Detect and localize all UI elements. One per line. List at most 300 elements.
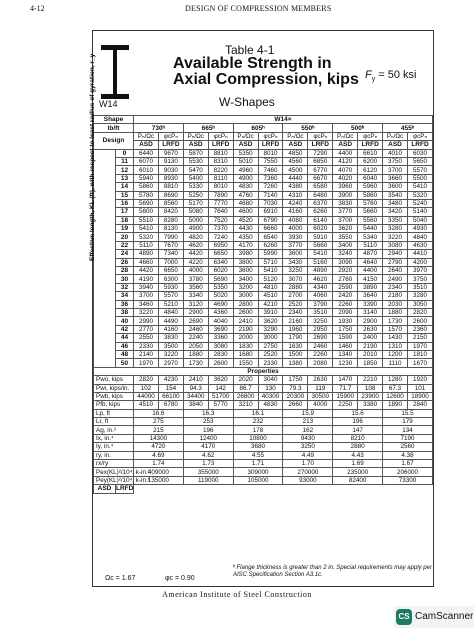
strength-value: 5330 — [183, 183, 208, 191]
strength-value: 1970 — [134, 359, 159, 367]
strength-value: 4870 — [358, 250, 383, 258]
strength-value: 5340 — [358, 233, 383, 241]
design-label: Design — [94, 132, 134, 149]
phi-factor: φc = 0.90 — [165, 575, 195, 582]
strength-value: 6120 — [358, 166, 383, 174]
strength-value: 4430 — [233, 225, 258, 233]
property-value: 14300 — [134, 434, 184, 442]
strength-value: 3350 — [383, 216, 408, 224]
kl-value: 42 — [116, 325, 134, 333]
property-value: 1890 — [383, 401, 408, 409]
property-value: 108 — [358, 384, 383, 392]
strength-value: 6850 — [308, 157, 333, 165]
strength-row — [94, 283, 433, 291]
property-value: 93000 — [283, 476, 333, 484]
strength-value: 6650 — [158, 267, 183, 275]
strength-value: 2820 — [407, 308, 432, 316]
camscanner-watermark — [394, 606, 474, 628]
property-value: 130 — [258, 384, 283, 392]
property-value: 355000 — [183, 468, 233, 476]
strength-value: 5320 — [134, 233, 159, 241]
kl-value: 22 — [116, 241, 134, 249]
strength-value: 3280 — [383, 225, 408, 233]
strength-value: 8220 — [208, 166, 233, 174]
strength-value: 8280 — [158, 216, 183, 224]
strength-value: 1200 — [383, 350, 408, 358]
property-row — [94, 426, 433, 434]
asd-header: ASD — [134, 141, 159, 149]
kl-value: 30 — [116, 275, 134, 283]
property-value: 232 — [233, 418, 283, 426]
strength-value: 5410 — [407, 183, 432, 191]
strength-value: 5870 — [183, 149, 208, 157]
strength-value: 3640 — [358, 292, 383, 300]
strength-value: 4310 — [283, 191, 308, 199]
property-value: 4.49 — [283, 451, 333, 459]
strength-value: 7000 — [158, 258, 183, 266]
kl-value: 46 — [116, 342, 134, 350]
strength-value: 2460 — [308, 342, 333, 350]
strength-value: 9030 — [158, 166, 183, 174]
property-value: 196 — [333, 418, 383, 426]
kl-value: 38 — [116, 308, 134, 316]
property-value: 1280 — [383, 376, 408, 384]
strength-value: 7030 — [258, 199, 283, 207]
kl-value: 26 — [116, 258, 134, 266]
property-value: 7190 — [383, 434, 433, 442]
strength-value: 7240 — [208, 233, 233, 241]
lrfd-method: LRFD — [116, 485, 134, 493]
property-label: Pex(KL)²/10⁴, k-in.² — [94, 468, 134, 476]
strength-value: 1790 — [283, 334, 308, 342]
property-value: 1.74 — [134, 460, 184, 468]
strength-value: 4850 — [283, 149, 308, 157]
strength-value: 4810 — [258, 283, 283, 291]
property-value: 18900 — [407, 392, 432, 400]
strength-value: 4630 — [407, 241, 432, 249]
strength-value: 7290 — [308, 149, 333, 157]
strength-value: 5570 — [407, 166, 432, 174]
property-label: Pwb, kips — [94, 392, 134, 400]
property-value: 3380 — [358, 401, 383, 409]
property-value: 2660 — [283, 401, 308, 409]
strength-value: 5040 — [407, 216, 432, 224]
strength-row — [94, 191, 433, 199]
strength-value: 4960 — [233, 166, 258, 174]
property-value: 1.73 — [183, 460, 233, 468]
strength-value: 3600 — [383, 183, 408, 191]
property-value: 2820 — [134, 376, 159, 384]
property-value: 1.71 — [233, 460, 283, 468]
strength-value: 4820 — [183, 233, 208, 241]
strength-value: 2190 — [233, 325, 258, 333]
strength-value: 4900 — [183, 225, 208, 233]
strength-value: 5660 — [308, 241, 333, 249]
strength-value: 1670 — [407, 359, 432, 367]
property-label: Pwo, kips — [94, 376, 134, 384]
strength-value: 6950 — [208, 241, 233, 249]
strength-value: 4350 — [233, 233, 258, 241]
strength-value: 1750 — [333, 325, 358, 333]
strength-value: 6790 — [258, 216, 283, 224]
strength-row — [94, 241, 433, 249]
strength-value: 8130 — [158, 225, 183, 233]
strength-value: 6370 — [308, 199, 333, 207]
strength-value: 4150 — [358, 275, 383, 283]
strength-value: 5350 — [208, 283, 233, 291]
strength-value: 4760 — [233, 191, 258, 199]
strength-value: 2900 — [183, 308, 208, 316]
strength-value: 6010 — [134, 166, 159, 174]
strength-row — [94, 157, 433, 165]
property-label: Pey(KL)²/10⁴, k-in.² — [94, 476, 134, 484]
strength-value: 3970 — [407, 267, 432, 275]
shape-row — [94, 116, 433, 124]
strength-value: 3000 — [258, 334, 283, 342]
kl-value: 34 — [116, 292, 134, 300]
kl-value: 16 — [116, 199, 134, 207]
strength-value: 4160 — [283, 208, 308, 216]
property-value: 4830 — [258, 401, 283, 409]
properties-header-row — [94, 367, 433, 375]
strength-value: 2750 — [258, 342, 283, 350]
weight-header: 730ʰ — [134, 124, 184, 132]
strength-value: 5690 — [134, 199, 159, 207]
strength-value: 5250 — [183, 191, 208, 199]
strength-value: 3510 — [407, 283, 432, 291]
strength-value: 5010 — [233, 157, 258, 165]
strength-value: 3290 — [258, 325, 283, 333]
property-value: 6780 — [158, 401, 183, 409]
table-subtitle: W-Shapes — [219, 95, 275, 109]
strength-value: 4500 — [283, 166, 308, 174]
strength-value: 2900 — [358, 317, 383, 325]
strength-value: 6340 — [208, 258, 233, 266]
property-value: 15.5 — [383, 409, 433, 417]
strength-value: 4220 — [183, 258, 208, 266]
strength-value: 2420 — [333, 292, 358, 300]
lrfd-symbol: φcPₙ — [407, 132, 432, 140]
strength-value: 6020 — [208, 267, 233, 275]
property-value: 4.62 — [183, 451, 233, 459]
strength-value: 3050 — [407, 300, 432, 308]
strength-value: 2360 — [407, 325, 432, 333]
weight-header: 550ʰ — [283, 124, 333, 132]
property-value: 30500 — [308, 392, 333, 400]
strength-value: 7260 — [258, 183, 283, 191]
strength-value: 5860 — [134, 183, 159, 191]
strength-value: 3220 — [134, 308, 159, 316]
strength-value: 2010 — [358, 350, 383, 358]
strength-value: 1570 — [383, 325, 408, 333]
property-value: 215 — [134, 426, 184, 434]
asd-header: ASD — [333, 141, 358, 149]
asd-method: ASD — [94, 485, 116, 493]
asd-symbol: Pₙ/Ωc — [183, 132, 208, 140]
strength-value: 4000 — [183, 267, 208, 275]
property-value: 178 — [233, 426, 283, 434]
strength-value: 7770 — [208, 199, 233, 207]
strength-value: 6300 — [158, 275, 183, 283]
property-value: 67.3 — [383, 384, 408, 392]
strength-value: 3250 — [308, 317, 333, 325]
strength-value: 7140 — [258, 191, 283, 199]
strength-value: 3620 — [258, 317, 283, 325]
weight-header: 500ʰ — [333, 124, 383, 132]
strength-value: 3400 — [333, 241, 358, 249]
property-value: 270000 — [283, 468, 333, 476]
property-value: 1920 — [407, 376, 432, 384]
property-value: 9430 — [283, 434, 333, 442]
strength-value: 2260 — [308, 350, 333, 358]
strength-row — [94, 342, 433, 350]
property-value: 4.43 — [333, 451, 383, 459]
strength-value: 6670 — [308, 174, 333, 182]
strength-value: 4840 — [407, 233, 432, 241]
strength-value: 4900 — [233, 174, 258, 182]
property-value: 82400 — [333, 476, 383, 484]
property-value: 3840 — [183, 401, 208, 409]
property-value: 2880 — [333, 443, 383, 451]
strength-row — [94, 359, 433, 367]
strength-value: 2520 — [283, 300, 308, 308]
property-value: 16.6 — [134, 409, 184, 417]
weight-row — [94, 124, 433, 132]
strength-value: 3070 — [283, 275, 308, 283]
strength-row — [94, 334, 433, 342]
property-value: 213 — [283, 418, 333, 426]
lrfd-header: LRFD — [407, 141, 432, 149]
strength-value: 7990 — [158, 233, 183, 241]
strength-value: 3390 — [358, 300, 383, 308]
camscanner-name: CamScanner — [415, 611, 474, 622]
blank-cell — [134, 485, 433, 493]
strength-value: 3220 — [158, 350, 183, 358]
property-value: 275 — [134, 418, 184, 426]
property-row — [94, 401, 433, 409]
strength-value: 3700 — [134, 292, 159, 300]
strength-value: 3460 — [134, 300, 159, 308]
property-value: 2560 — [383, 443, 433, 451]
kl-value: 20 — [116, 233, 134, 241]
strength-value: 6260 — [258, 241, 283, 249]
strength-value: 5470 — [183, 166, 208, 174]
property-label: Iy, in.⁴ — [94, 443, 134, 451]
strength-value: 5530 — [183, 157, 208, 165]
strength-value: 3770 — [283, 241, 308, 249]
strength-value: 1380 — [283, 359, 308, 367]
property-value: 5770 — [208, 401, 233, 409]
strength-value: 8420 — [158, 208, 183, 216]
strength-value: 3500 — [158, 342, 183, 350]
strength-value: 1230 — [333, 359, 358, 367]
strength-value: 5650 — [407, 157, 432, 165]
shape-name: W14× — [134, 116, 433, 124]
strength-value: 4600 — [233, 208, 258, 216]
property-value: 206000 — [383, 468, 433, 476]
strength-row — [94, 275, 433, 283]
strength-value: 3700 — [333, 216, 358, 224]
strength-value: 3220 — [383, 233, 408, 241]
lrfd-symbol: φcPₙ — [158, 132, 183, 140]
property-row — [94, 476, 433, 484]
strength-value: 1830 — [233, 342, 258, 350]
strength-value: 4160 — [158, 325, 183, 333]
kl-value: 48 — [116, 350, 134, 358]
strength-value: 2330 — [134, 342, 159, 350]
property-value: 4720 — [134, 443, 184, 451]
strength-value: 1960 — [283, 325, 308, 333]
strength-value: 2410 — [233, 317, 258, 325]
strength-value: 9670 — [158, 149, 183, 157]
strength-value: 2640 — [383, 267, 408, 275]
property-value: 86.7 — [233, 384, 258, 392]
strength-value: 1430 — [383, 334, 408, 342]
kl-value: 0 — [116, 149, 134, 157]
property-value: 4.69 — [134, 451, 184, 459]
property-label: Lr, ft — [94, 418, 134, 426]
w-shape-icon — [101, 45, 129, 99]
strength-value: 5210 — [158, 300, 183, 308]
strength-value: 3800 — [233, 258, 258, 266]
strength-value: 8810 — [208, 149, 233, 157]
strength-value: 1970 — [407, 342, 432, 350]
strength-value: 4000 — [283, 225, 308, 233]
strength-value: 2520 — [258, 350, 283, 358]
property-label: rx/ry — [94, 460, 134, 468]
kl-value: 19 — [116, 225, 134, 233]
property-value: 134 — [383, 426, 433, 434]
y-axis-label: Effective length, KL (ft), with respect to least radius of gyration, r_y — [89, 53, 96, 261]
strength-value: 1500 — [283, 350, 308, 358]
strength-value: 4400 — [358, 267, 383, 275]
property-value: 3620 — [208, 376, 233, 384]
strength-value: 1810 — [407, 350, 432, 358]
strength-value: 4490 — [158, 317, 183, 325]
strength-value: 1630 — [283, 342, 308, 350]
strength-value: 2180 — [383, 292, 408, 300]
property-value: 179 — [383, 418, 433, 426]
table-title: Available Strength in Axial Compression, kips — [173, 55, 359, 88]
strength-value: 4340 — [308, 283, 333, 291]
strength-value: 7550 — [258, 157, 283, 165]
strength-value: 6020 — [308, 225, 333, 233]
strength-value: 3280 — [407, 292, 432, 300]
property-row — [94, 409, 433, 417]
strength-value: 5410 — [308, 250, 333, 258]
kl-value: 32 — [116, 283, 134, 291]
property-value: 10800 — [233, 434, 283, 442]
property-value: 2840 — [407, 401, 432, 409]
strength-row — [94, 350, 433, 358]
asd-header: ASD — [233, 141, 258, 149]
property-value: 15.6 — [333, 409, 383, 417]
strength-value: 5780 — [134, 191, 159, 199]
asd-header: ASD — [283, 141, 308, 149]
strength-value: 2990 — [134, 317, 159, 325]
strength-value: 5120 — [258, 275, 283, 283]
table-frame — [89, 30, 434, 587]
y-axis-cell — [94, 149, 116, 367]
strength-value: 7670 — [158, 241, 183, 249]
strength-value: 3000 — [233, 292, 258, 300]
lrfd-symbol: φcPₙ — [358, 132, 383, 140]
strength-table — [93, 115, 433, 494]
property-value: 2630 — [308, 376, 333, 384]
property-row — [94, 384, 433, 392]
strength-value: 1550 — [233, 359, 258, 367]
strength-value: 4020 — [333, 174, 358, 182]
property-value: 71.7 — [333, 384, 358, 392]
property-label: Ix, in.⁴ — [94, 434, 134, 442]
property-value: 1470 — [333, 376, 358, 384]
publisher-footer: American Institute of Steel Construction — [162, 590, 312, 599]
property-value: 253 — [183, 418, 233, 426]
property-row — [94, 376, 433, 384]
strength-value: 4620 — [308, 275, 333, 283]
property-label: Pwi, kips/in. — [94, 384, 134, 392]
strength-value: 2600 — [407, 317, 432, 325]
strength-value: 3200 — [233, 283, 258, 291]
kl-value: 14 — [116, 183, 134, 191]
strength-value: 5930 — [158, 283, 183, 291]
table-number: Table 4-1 — [225, 43, 275, 57]
strength-value: 1680 — [233, 350, 258, 358]
properties-label: Properties — [94, 367, 433, 375]
strength-value: 1310 — [383, 342, 408, 350]
kl-value: 11 — [116, 157, 134, 165]
strength-row — [94, 267, 433, 275]
property-label: Ag, in.² — [94, 426, 134, 434]
omega-factor: Ωc = 1.67 — [105, 575, 136, 582]
strength-value: 3080 — [383, 241, 408, 249]
property-value: 40300 — [258, 392, 283, 400]
strength-value: 3940 — [134, 283, 159, 291]
strength-value: 3620 — [333, 225, 358, 233]
property-value: 119 — [308, 384, 333, 392]
page-number: 4-12 — [30, 4, 45, 13]
strength-value: 4840 — [158, 308, 183, 316]
strength-row — [94, 174, 433, 182]
strength-value: 8560 — [158, 199, 183, 207]
strength-value: 2190 — [358, 342, 383, 350]
strength-value: 6070 — [134, 157, 159, 165]
strength-value: 3830 — [158, 334, 183, 342]
strength-value: 6660 — [258, 225, 283, 233]
strength-value: 2690 — [308, 334, 333, 342]
property-value: 94.3 — [183, 384, 208, 392]
strength-value: 5160 — [308, 258, 333, 266]
strength-row — [94, 325, 433, 333]
strength-value: 5570 — [158, 292, 183, 300]
strength-value: 3140 — [358, 308, 383, 316]
property-value: 196 — [183, 426, 233, 434]
property-value: 3210 — [233, 401, 258, 409]
strength-value: 1730 — [183, 359, 208, 367]
strength-value: 4660 — [134, 258, 159, 266]
strength-value: 7640 — [208, 208, 233, 216]
strength-value: 4040 — [208, 317, 233, 325]
property-value: 1.67 — [383, 460, 433, 468]
property-value: 2250 — [333, 401, 358, 409]
property-value: 15900 — [333, 392, 358, 400]
property-value: 2020 — [233, 376, 258, 384]
strength-row — [94, 258, 433, 266]
property-row — [94, 434, 433, 442]
strength-value: 4890 — [134, 250, 159, 258]
strength-value: 8810 — [158, 183, 183, 191]
asd-header: ASD — [183, 141, 208, 149]
